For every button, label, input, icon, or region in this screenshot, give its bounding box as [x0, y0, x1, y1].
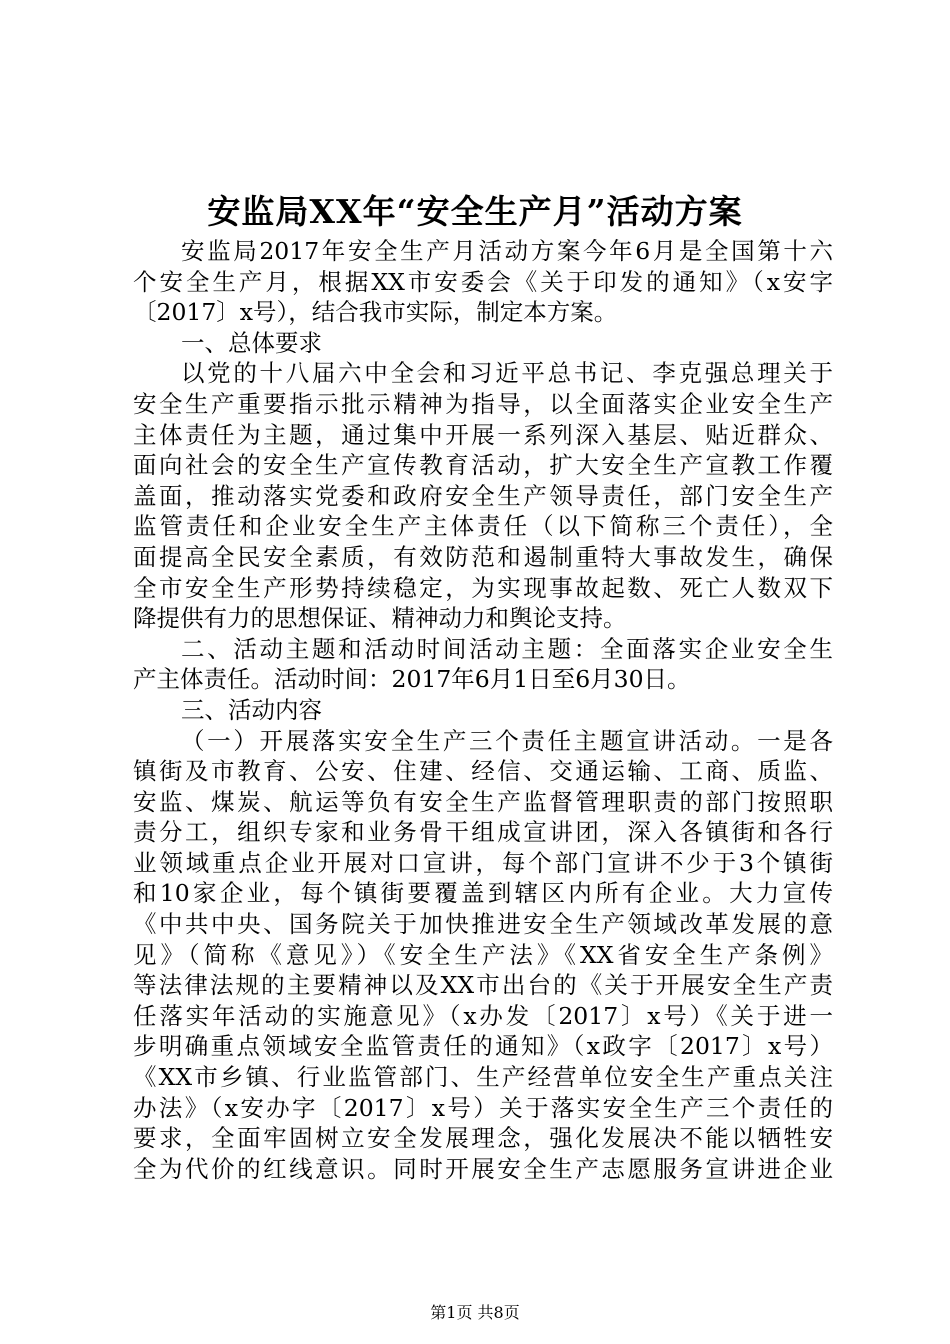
body-text-line: 〔2017〕x号），结合我市实际，制定本方案。	[133, 298, 618, 327]
body-text-line: 二、活动主题和活动时间活动主题：全面落实企业安全生	[181, 634, 833, 663]
body-text-line: 面提高全民安全素质，有效防范和遏制重特大事故发生，确保	[133, 542, 833, 571]
body-text-line: 步明确重点领域安全监管责任的通知》（x政字〔2017〕x号）	[133, 1032, 833, 1061]
body-text-line: 办法》（x安办字〔2017〕x号）关于落实安全生产三个责任的	[133, 1093, 833, 1122]
body-text-line: 盖面，推动落实党委和政府安全生产领导责任，部门安全生产	[133, 481, 833, 510]
body-text-line: 面向社会的安全生产宣传教育活动，扩大安全生产宣教工作覆	[133, 451, 833, 480]
body-text-line: 安监局2017年安全生产月活动方案今年6月是全国第十六	[181, 237, 833, 265]
body-text-line: 以党的十八届六中全会和习近平总书记、李克强总理关于	[181, 359, 833, 388]
body-text-line: 安全生产重要指示批示精神为指导，以全面落实企业安全生产	[133, 389, 833, 418]
body-text-line: 三、活动内容	[181, 695, 322, 724]
body-text-line: 全为代价的红线意识。同时开展安全生产志愿服务宣讲进企业	[133, 1154, 833, 1183]
body-text-line: 责分工，组织专家和业务骨干组成宣讲团，深入各镇街和各行	[133, 818, 833, 847]
body-text-line: 产主体责任。活动时间：2017年6月1日至6月30日。	[133, 665, 691, 694]
body-text-line: 《中共中央、国务院关于加快推进安全生产领域改革发展的意	[133, 910, 833, 939]
body-text-line: 安监、煤炭、航运等负有安全生产监督管理职责的部门按照职	[133, 787, 833, 816]
document-body	[133, 236, 833, 1184]
body-text-line: 和10家企业，每个镇街要覆盖到辖区内所有企业。大力宣传	[133, 879, 833, 908]
body-text-line: 等法律法规的主要精神以及XX市出台的《关于开展安全生产责	[133, 971, 833, 1000]
body-text-line: 镇街及市教育、公安、住建、经信、交通运输、工商、质监、	[133, 757, 833, 786]
body-text-line: （一）开展落实安全生产三个责任主题宣讲活动。一是各	[181, 726, 833, 755]
body-text-line: 降提供有力的思想保证、精神动力和舆论支持。	[133, 604, 627, 633]
body-text-line: 全市安全生产形势持续稳定，为实现事故起数、死亡人数双下	[133, 573, 833, 602]
document-title: 安监局XX年“安全生产月”活动方案	[207, 192, 743, 231]
body-text-line: 主体责任为主题，通过集中开展一系列深入基层、贴近群众、	[133, 420, 833, 449]
body-text-line: 监管责任和企业安全生产主体责任（以下简称三个责任），全	[133, 512, 833, 541]
body-text-line: 要求，全面牢固树立安全发展理念，强化发展决不能以牺牲安	[133, 1124, 833, 1153]
body-text-line: 业领域重点企业开展对口宣讲，每个部门宣讲不少于3个镇街	[133, 848, 833, 877]
body-text-line: 一、总体要求	[181, 328, 322, 357]
body-text-line: 见》（简称《意见》）《安全生产法》《XX省安全生产条例》	[133, 940, 833, 969]
page-footer: 第1页 共8页	[430, 1303, 520, 1322]
body-text-line: 《XX市乡镇、行业监管部门、生产经营单位安全生产重点关注	[133, 1063, 833, 1092]
body-text-line: 个安全生产月，根据XX市安委会《关于印发的通知》（x安字	[133, 267, 833, 296]
body-text-line: 任落实年活动的实施意见》（x办发〔2017〕x号）《关于进一	[133, 1001, 833, 1030]
